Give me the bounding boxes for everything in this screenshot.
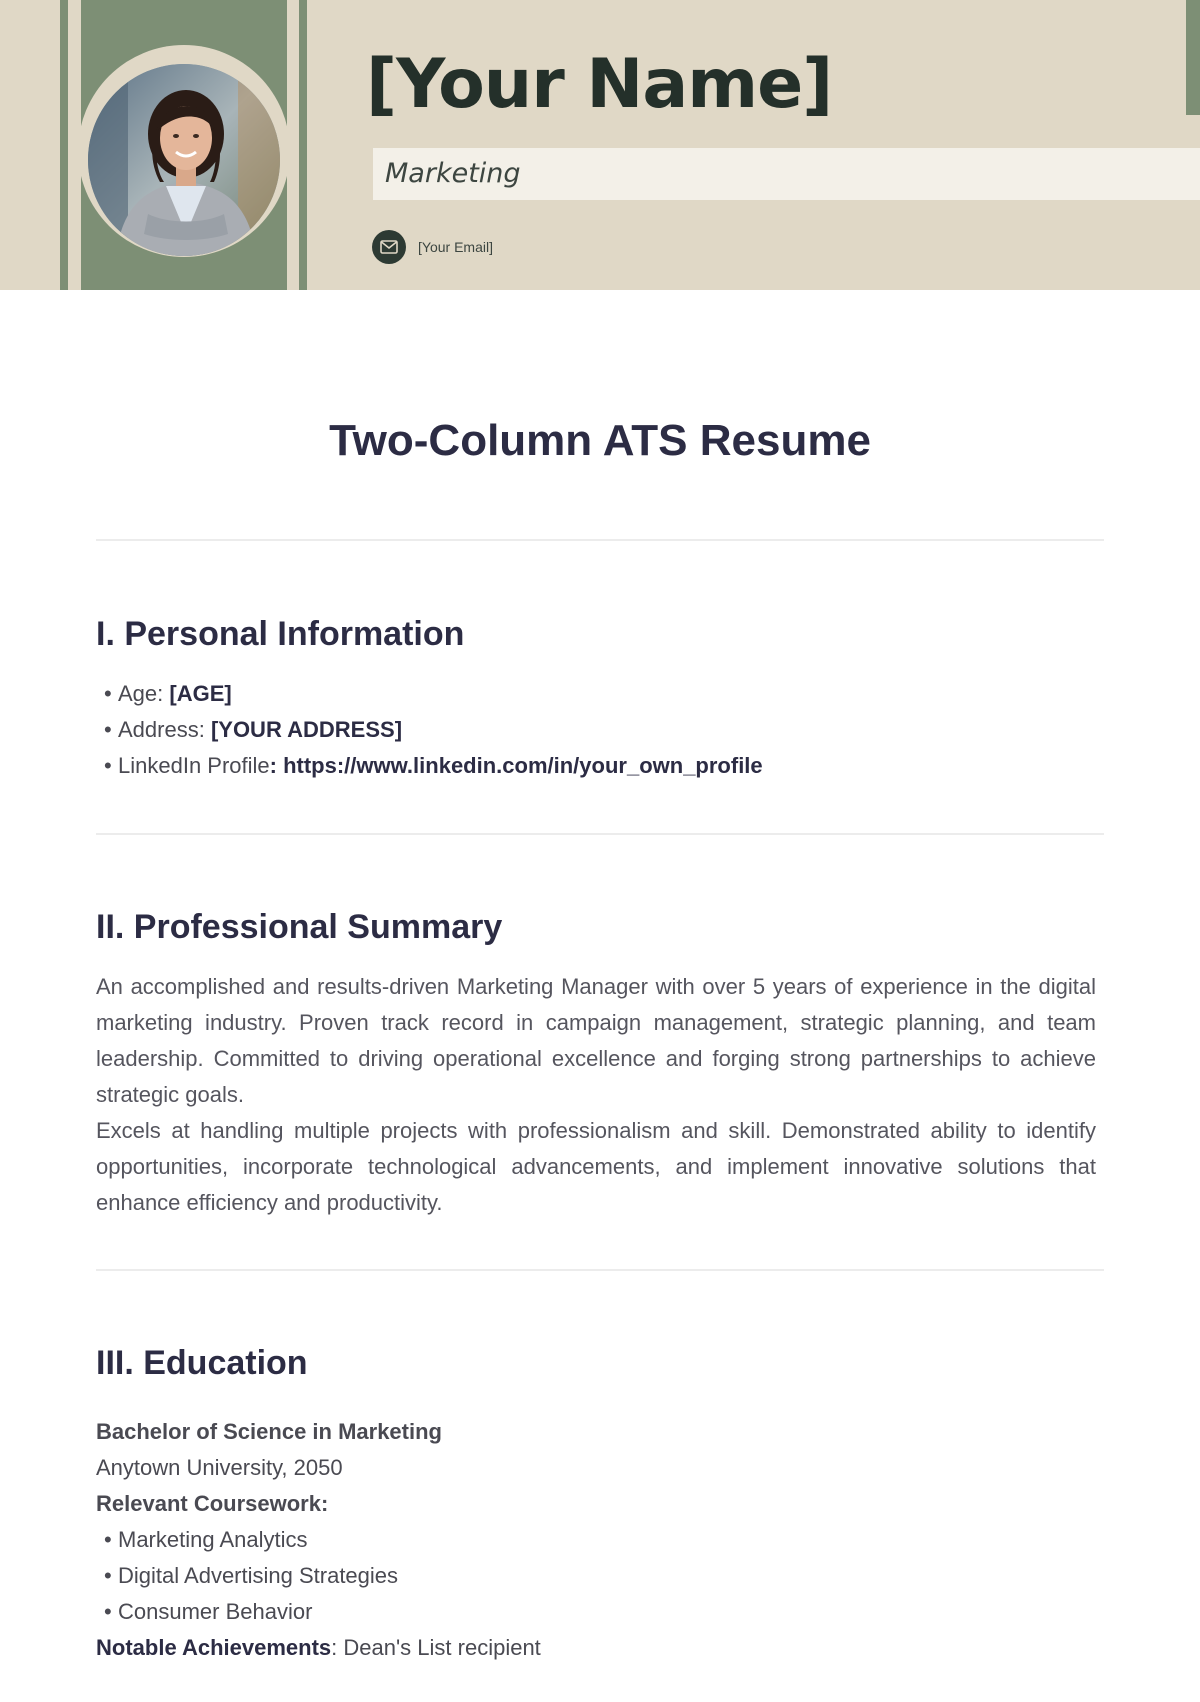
list-item-age: • Age: [AGE]	[96, 676, 763, 712]
degree: Bachelor of Science in Marketing	[96, 1419, 442, 1444]
divider	[96, 1269, 1104, 1271]
divider	[96, 833, 1104, 835]
contact-email	[372, 230, 493, 264]
envelope-icon	[372, 230, 406, 264]
personal-information-list	[96, 676, 763, 784]
section-heading-professional-summary: II. Professional Summary	[96, 908, 503, 946]
email-text: [Your Email]	[418, 239, 493, 255]
section-heading-education: III. Education	[96, 1344, 308, 1382]
achievements: Notable Achievements: Dean's List recipient	[96, 1635, 541, 1660]
decorative-stripe-edge	[1186, 0, 1200, 115]
section-heading-personal-information: I. Personal Information	[96, 615, 465, 653]
list-item: • Marketing Analytics	[96, 1522, 1096, 1558]
portrait-illustration	[88, 64, 280, 256]
document-title: Two-Column ATS Resume	[329, 416, 871, 465]
resume-header	[0, 0, 1200, 290]
profile-photo	[88, 64, 280, 256]
list-item: • Consumer Behavior	[96, 1594, 1096, 1630]
decorative-stripe-right	[299, 0, 307, 290]
candidate-role: Marketing	[385, 158, 521, 189]
institution: Anytown University, 2050	[96, 1455, 343, 1480]
decorative-stripe-left	[60, 0, 68, 290]
role-banner	[373, 148, 1200, 200]
coursework-label: Relevant Coursework:	[96, 1491, 329, 1516]
list-item-address: • Address: [YOUR ADDRESS]	[96, 712, 763, 748]
education-details	[96, 1414, 1096, 1666]
coursework-list	[96, 1522, 1096, 1630]
candidate-name: [Your Name]	[366, 45, 833, 124]
summary-paragraph: An accomplished and results-driven Marketing Manager with over 5 years of experience in the digital marketing industry. Proven track record in campaign management, strategic planning, and team leadership. Committed to driving operational excellence and forging strong partnerships to achieve strategic goals.	[96, 974, 1096, 1107]
divider	[96, 539, 1104, 541]
list-item-linkedin: • LinkedIn Profile: https://www.linkedin.com/in/your_own_profile	[96, 748, 763, 784]
summary-paragraph: Excels at handling multiple projects with professionalism and skill. Demonstrated ability to identify opportunities, incorporate technological advancements, and implement innovative solutions that enhance efficiency and productivity.	[96, 1118, 1096, 1215]
list-item: • Digital Advertising Strategies	[96, 1558, 1096, 1594]
